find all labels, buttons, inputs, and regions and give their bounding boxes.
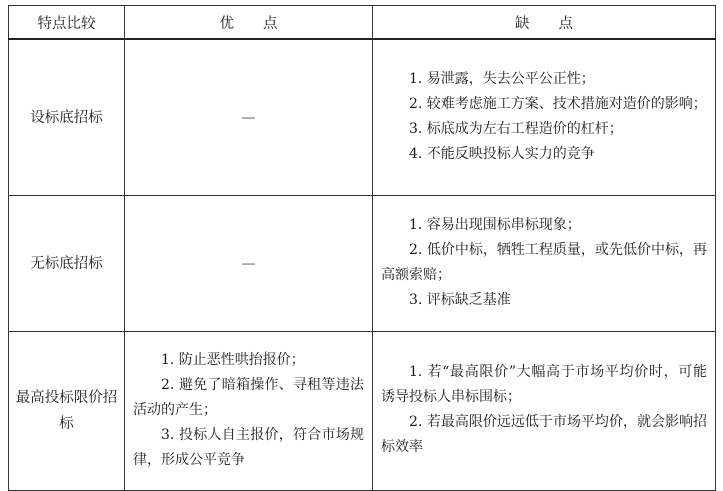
header-feature: 特点比较 — [9, 6, 125, 40]
row-pros-cell — [125, 332, 373, 491]
cons-item: 2. 低价中标，牺牲工程质量，或先低价中标，再高额索赔； — [381, 241, 707, 283]
cons-item: 2. 较难考虑施工方案、技术措施对造价的影响； — [409, 95, 707, 112]
header-pros: 优 点 — [125, 6, 373, 40]
row-cons-cell — [373, 39, 716, 196]
header-cons: 缺 点 — [373, 6, 716, 40]
cons-item: 3. 标底成为左右工程造价的杠杆； — [409, 120, 623, 137]
row-feature-label: 设标底招标 — [9, 39, 125, 196]
table-header-row — [9, 6, 716, 40]
table-row — [9, 39, 716, 196]
cons-item: 3. 评标缺乏基准 — [409, 291, 511, 308]
cons-item: 1. 易泄露，失去公平公正性； — [409, 70, 595, 87]
table-row — [9, 332, 716, 491]
row-cons-cell — [373, 196, 716, 332]
table-row — [9, 196, 716, 332]
pros-item: 3. 投标人自主报价，符合市场规律，形成公平竞争 — [133, 426, 364, 468]
row-pros-empty: — — [125, 39, 373, 196]
cons-item: 2. 若最高限价远远低于市场平均价，就会影响招标效率 — [381, 414, 707, 455]
pros-item: 1. 防止恶性哄抬报价； — [161, 351, 305, 368]
cons-item: 4. 不能反映投标人实力的竞争 — [409, 145, 595, 162]
row-pros-empty: — — [125, 196, 373, 332]
cons-item: 1. 容易出现围标串标现象； — [409, 216, 581, 233]
row-feature-label: 最高投标限价招标 — [9, 332, 125, 491]
row-cons-cell — [373, 332, 716, 491]
comparison-table — [8, 5, 716, 491]
pros-item: 2. 避免了暗箱操作、寻租等违法活动的产生； — [133, 376, 364, 418]
row-feature-label: 无标底招标 — [9, 196, 125, 332]
cons-item: 1. 若“最高限价”大幅高于市场平均价时，可能诱导投标人串标围标； — [381, 364, 707, 405]
